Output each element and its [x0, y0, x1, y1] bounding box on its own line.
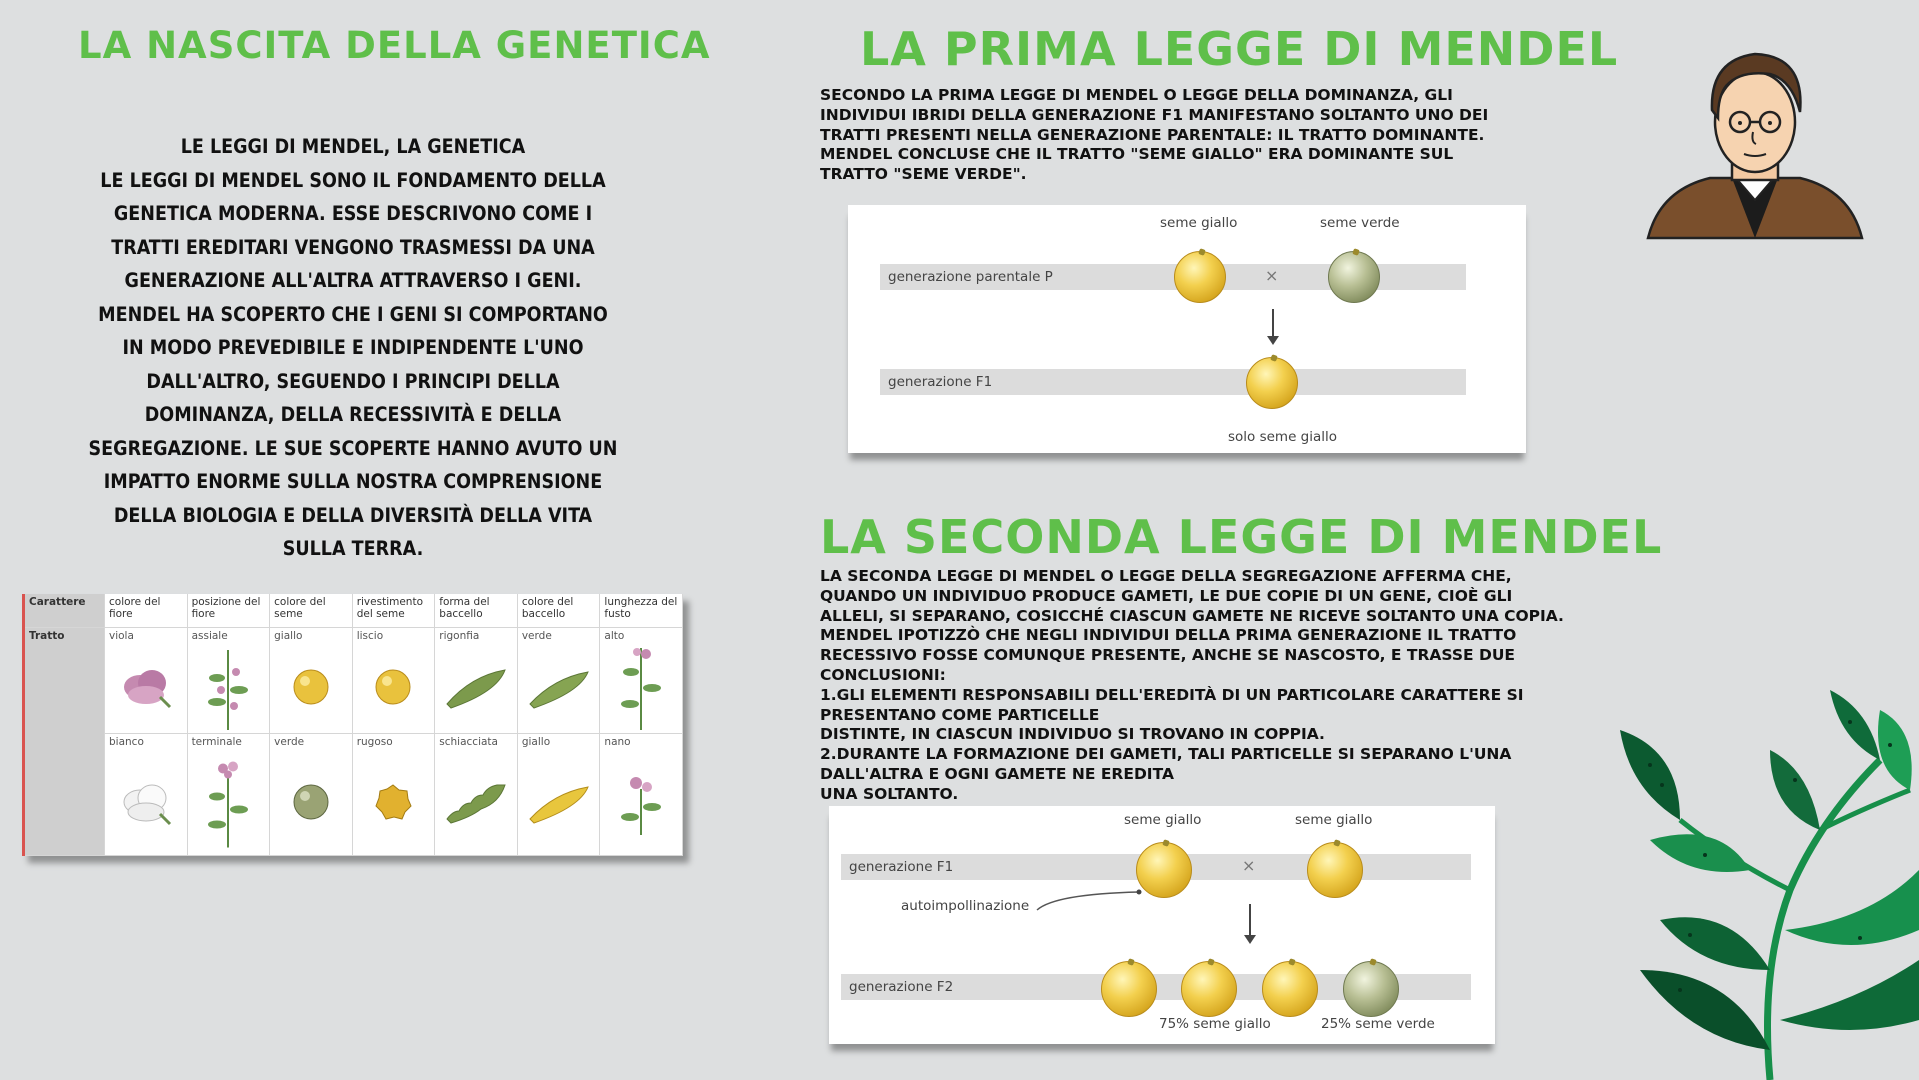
table-header-cell: colore del fiore — [105, 594, 188, 628]
first-law-conclusion: MENDEL CONCLUSE CHE IL TRATTO "SEME GIALLO" ERA DOMINANTE SUL TRATTO "SEME VERDE". — [820, 145, 1454, 184]
second-law-paragraph: LA SECONDA LEGGE DI MENDEL O LEGGE DELLA SEGREGAZIONE AFFERMA CHE, QUANDO UN INDIVIDUO PRODUCE GAMETI, LE DUE COPIE DI UN GENE, CIOÈ GLI ALLELI, SI SEPARANO, COSICCHÉ CIASCUN GAMETE NE RICEVE SOLTANTO UNA COPIA. — [820, 567, 1564, 625]
table-row-label-tratto: Tratto — [25, 628, 105, 734]
yellow-pea-icon — [1101, 961, 1157, 1017]
decorative-plant-illustration — [1620, 670, 1919, 1080]
green-seed-icon — [291, 782, 331, 822]
trait-cell-dominant — [353, 628, 436, 734]
green-pea-icon — [1343, 961, 1399, 1017]
trait-cell-dominant — [518, 628, 601, 734]
yellow-pea-icon — [1246, 357, 1298, 409]
trait-cell-recessive — [188, 734, 271, 856]
trait-cell-dominant — [600, 628, 683, 734]
label-seme-giallo-a: seme giallo — [1124, 812, 1202, 828]
trait-value: liscio — [356, 630, 384, 642]
intro-body: LE LEGGI DI MENDEL SONO IL FONDAMENTO DELLA GENETICA MODERNA. ESSE DESCRIVONO COME I TRATTI EREDITARI VENGONO TRASMESSI DA UNA GENERAZIONE ALL'ALTRA ATTRAVERSO I GENI. MENDEL HA SCOPERTO CHE I GENI SI COMPORTANO IN MODO PREVEDIBILE E INDIPENDENTE L'UNO DALL'ALTRO, SEGUENDO I PRINCIPI DELLA DOMINANZA, DELLA RECESSIVITÀ E DELLA SEGREGAZIONE. LE SUE SCOPERTE HANNO AVUTO UN IMPATTO ENORME SULLA NOSTRA COMPRENSIONE DELLA BIOLOGIA E DELLA DIVERSITÀ DELLA VITA SULLA TERRA. — [88, 168, 618, 560]
label-percent-green: 25% seme verde — [1321, 1016, 1435, 1032]
mendel-portrait-illustration — [1640, 40, 1870, 240]
tall-plant-icon — [616, 642, 666, 732]
trait-cell-dominant — [435, 628, 518, 734]
down-arrow-icon — [1272, 309, 1274, 343]
trait-cell-recessive — [518, 734, 601, 856]
second-law-conclusion-2: 2.DURANTE LA FORMAZIONE DEI GAMETI, TALI PARTICELLE SI SEPARANO L'UNA DALL'ALTRA E OGNI GAMETE NE EREDITA — [820, 745, 1512, 783]
trait-cell-dominant — [105, 628, 188, 734]
trait-cell-dominant — [270, 628, 353, 734]
trait-value: nano — [604, 736, 631, 748]
intro-text-block — [88, 130, 618, 566]
second-law-conclusion-1b: DISTINTE, IN CIASCUN INDIVIDUO SI TROVANO IN COPPIA. — [820, 725, 1325, 744]
title-prima-legge: LA PRIMA LEGGE DI MENDEL — [860, 22, 1619, 76]
title-seconda-legge: LA SECONDA LEGGE DI MENDEL — [820, 510, 1663, 564]
label-seme-giallo-b: seme giallo — [1295, 812, 1373, 828]
smooth-seed-icon — [373, 667, 413, 707]
trait-value: giallo — [274, 630, 303, 642]
constricted-pod-icon — [441, 777, 511, 827]
second-law-conclusion-1: 1.GLI ELEMENTI RESPONSABILI DELL'EREDITÀ DI UN PARTICOLARE CARATTERE SI PRESENTANO COME PARTICELLE — [820, 685, 1524, 724]
white-flower-icon — [116, 772, 176, 832]
purple-flower-icon — [116, 657, 176, 717]
label-solo-seme-giallo: solo seme giallo — [1228, 429, 1338, 445]
row-generazione-parentale: generazione parentale P — [880, 264, 1466, 290]
trait-value: alto — [604, 630, 625, 642]
table-header-cell: rivestimento del seme — [353, 594, 436, 628]
yellow-pea-icon — [1307, 842, 1363, 898]
trait-cell-recessive — [353, 734, 436, 856]
yellow-pod-icon — [524, 777, 594, 827]
yellow-pea-icon — [1262, 961, 1318, 1017]
trait-cell-dominant — [188, 628, 271, 734]
cross-symbol: × — [1242, 856, 1256, 875]
second-law-hypothesis: MENDEL IPOTIZZÒ CHE NEGLI INDIVIDUI DELLA PRIMA GENERAZIONE IL TRATTO RECESSIVO FOSSE COMUNQUE PRESENTE, ANCHE SE NASCOSTO, E TRASSE DUE CONCLUSIONI: — [820, 626, 1517, 684]
trait-value: verde — [521, 630, 552, 642]
second-law-text — [820, 567, 1580, 805]
label-autoimpollinazione: autoimpollinazione — [901, 898, 1030, 914]
trait-value: terminale — [191, 736, 242, 748]
row-generazione-f2: generazione F2 — [841, 974, 1471, 1000]
trait-value: viola — [109, 630, 134, 642]
first-law-text — [820, 86, 1526, 185]
trait-value: assiale — [191, 630, 228, 642]
trait-value: bianco — [109, 736, 144, 748]
second-law-conclusion-2b: UNA SOLTANTO. — [820, 784, 959, 803]
title-nascita-genetica: LA NASCITA DELLA GENETICA — [78, 24, 711, 67]
first-law-diagram — [848, 205, 1526, 453]
green-pea-icon — [1328, 251, 1380, 303]
second-law-diagram — [829, 806, 1495, 1044]
table-header-cell: lunghezza del fusto — [600, 594, 683, 628]
green-pod-icon — [524, 662, 594, 712]
label-seme-verde: seme verde — [1320, 215, 1400, 231]
intro-heading: LE LEGGI DI MENDEL, LA GENETICA — [180, 135, 526, 158]
pointer-line-icon — [1035, 888, 1145, 914]
row-generazione-f1: generazione F1 — [880, 369, 1466, 395]
wrinkled-seed-icon — [373, 782, 413, 822]
yellow-seed-icon — [291, 667, 331, 707]
first-law-paragraph: SECONDO LA PRIMA LEGGE DI MENDEL O LEGGE DELLA DOMINANZA, GLI INDIVIDUI IBRIDI DELLA GENERAZIONE F1 MANIFESTANO SOLTANTO UNO DEI TRATTI PRESENTI NELLA GENERAZIONE PARENTALE: IL TRATTO DOMINANTE. — [820, 86, 1489, 144]
trait-value: giallo — [521, 736, 551, 748]
dwarf-plant-icon — [616, 767, 666, 837]
label-percent-yellow: 75% seme giallo — [1159, 1016, 1271, 1032]
trait-cell-recessive — [105, 734, 188, 856]
table-header-cell: colore del seme — [270, 594, 353, 628]
terminal-plant-icon — [203, 754, 253, 849]
table-header-cell: colore del baccello — [518, 594, 601, 628]
yellow-pea-icon — [1174, 251, 1226, 303]
label-seme-giallo: seme giallo — [1160, 215, 1238, 231]
table-header-cell: forma del baccello — [435, 594, 518, 628]
axial-plant-icon — [203, 642, 253, 732]
cross-symbol: × — [1265, 266, 1279, 285]
trait-cell-recessive — [435, 734, 518, 856]
mendel-traits-table — [22, 594, 683, 856]
down-arrow-icon — [1249, 904, 1251, 942]
trait-value: rugoso — [356, 736, 393, 748]
table-header-carattere: Carattere — [25, 594, 105, 628]
trait-cell-recessive — [270, 734, 353, 856]
trait-value: rigonfia — [439, 630, 480, 642]
trait-value: schiacciata — [439, 736, 498, 748]
yellow-pea-icon — [1181, 961, 1237, 1017]
row-generazione-f1: generazione F1 — [841, 854, 1471, 880]
trait-value: verde — [274, 736, 305, 748]
table-header-cell: posizione del fiore — [188, 594, 271, 628]
table-row-label-empty — [25, 734, 105, 856]
inflated-pod-icon — [441, 662, 511, 712]
trait-cell-recessive — [600, 734, 683, 856]
